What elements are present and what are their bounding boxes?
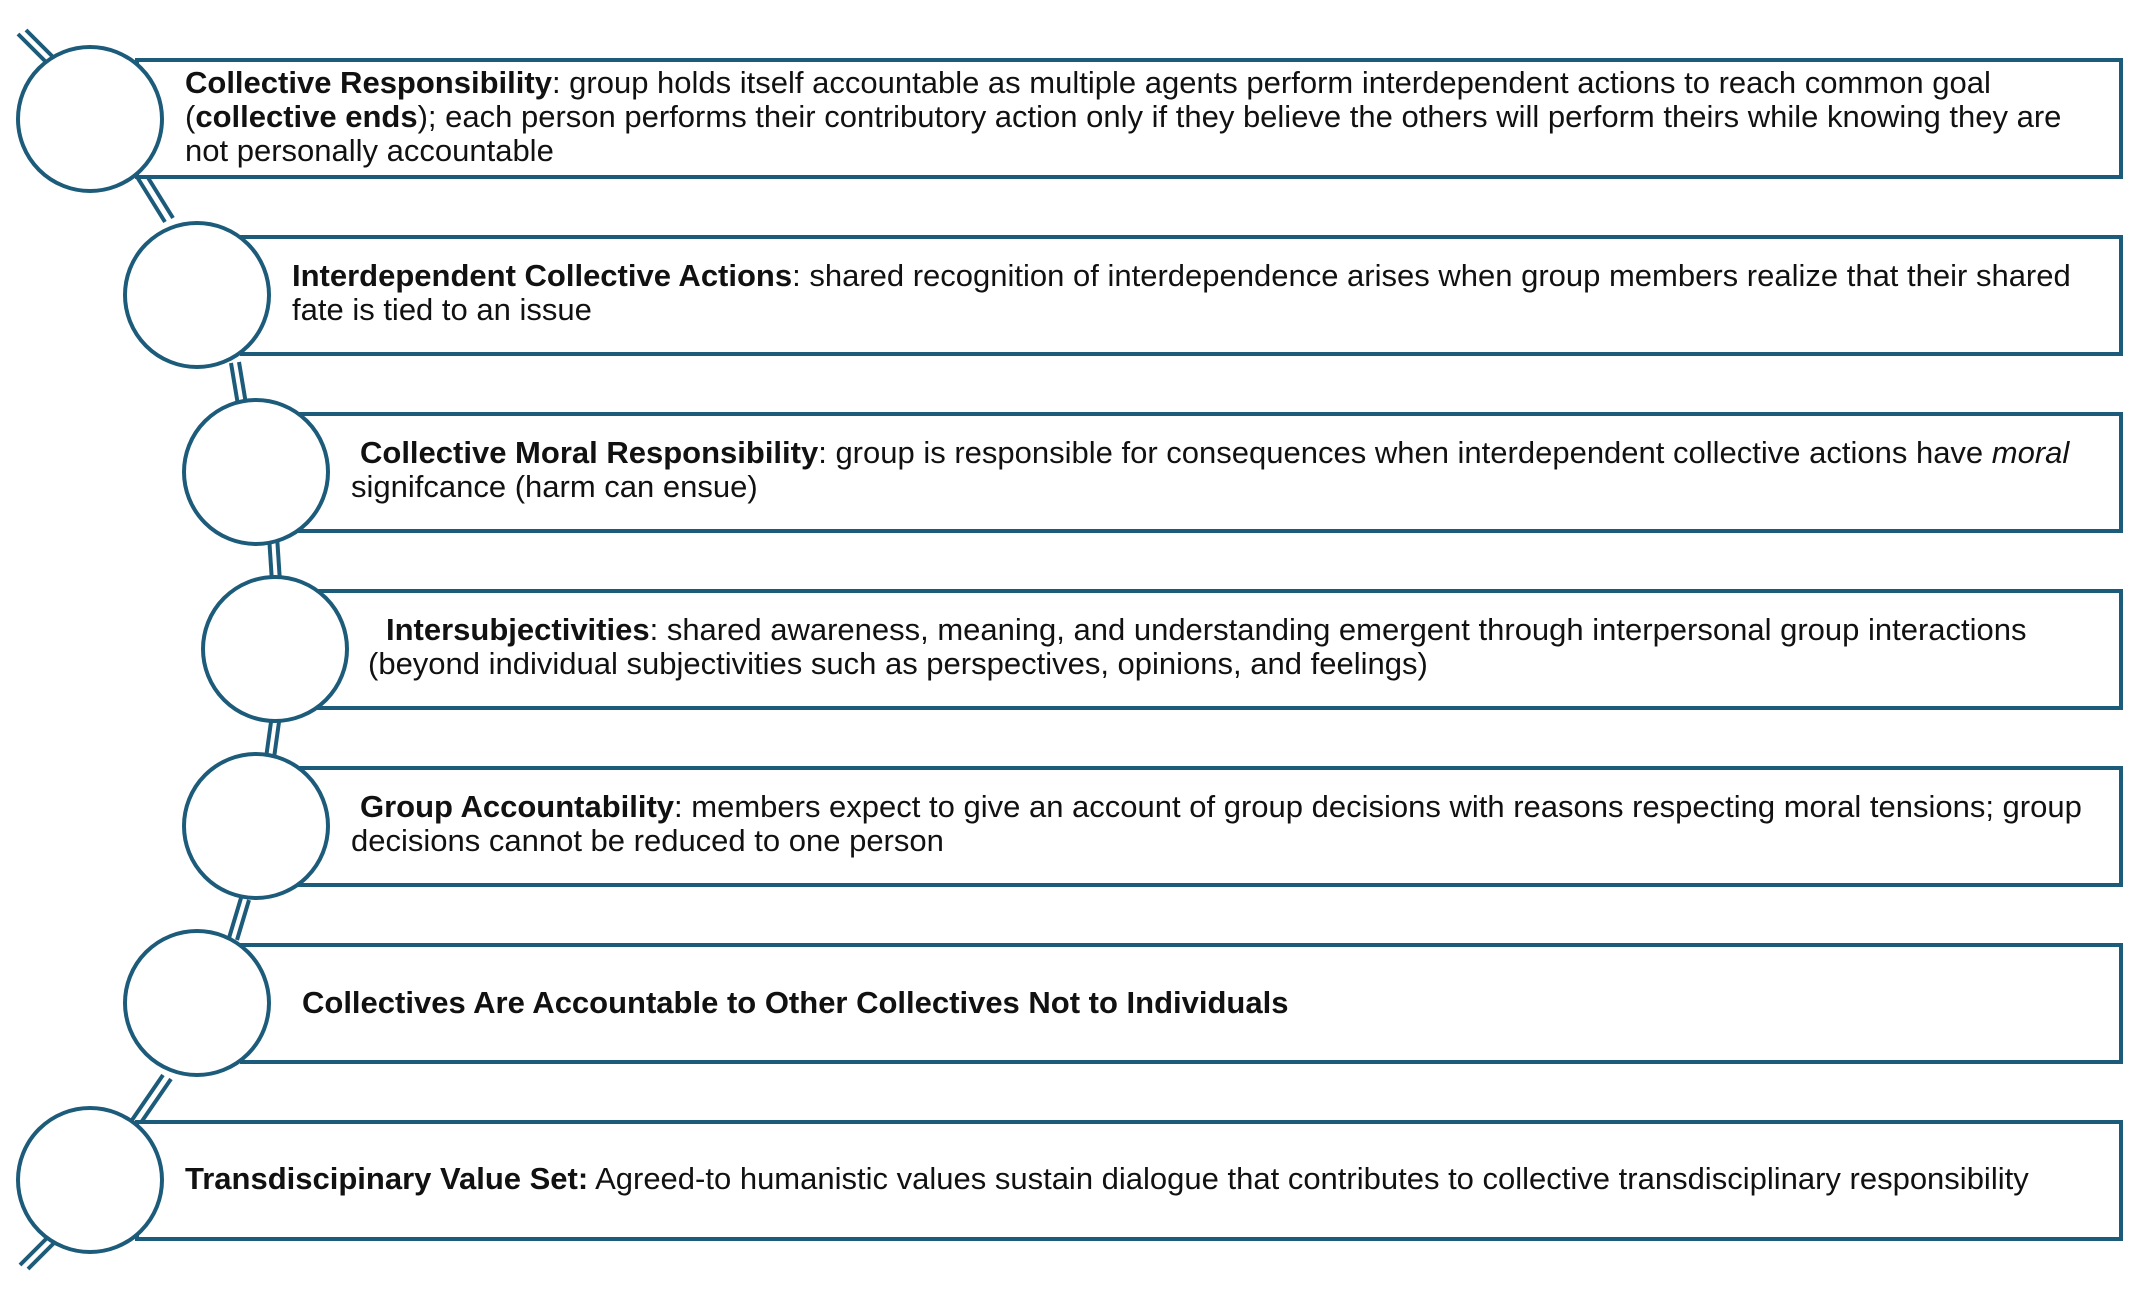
item-description: : group is responsible for consequences when interdependent collective actions have	[818, 435, 1992, 470]
item-text-group-accountability	[351, 790, 2101, 858]
item-description-cont: signifcance (harm can ensue)	[351, 469, 758, 504]
item-circle-3	[182, 398, 330, 546]
item-term: Group Accountability	[360, 789, 675, 824]
item-circle-2	[123, 221, 271, 369]
item-circle-1	[16, 45, 164, 193]
item-term: Collective Moral Responsibility	[360, 435, 819, 470]
item-text-collective-responsibility	[185, 66, 2085, 168]
item-description: : shared awareness, meaning, and understanding emergent through interpersonal group interactions (beyond individual subjectivities such as perspectives, opinions, and feelings)	[368, 612, 2027, 681]
item-emphasis: moral	[1991, 435, 2070, 470]
item-term: Collective Responsibility	[185, 65, 552, 100]
item-term-secondary: collective ends	[195, 99, 418, 134]
item-circle-7	[16, 1106, 164, 1254]
item-term: Transdiscipinary Value Set:	[185, 1161, 589, 1196]
item-circle-6	[123, 929, 271, 1077]
item-description-cont: ); each person performs their contributory action only if they believe the others will perform theirs while knowing they are not personally accountable	[185, 99, 2062, 168]
item-description: : shared recognition of interdependence arises when group members realize that their shared fate is tied to an issue	[292, 258, 2071, 327]
item-description: : members expect to give an account of group decisions with reasons respecting moral tensions; group decisions cannot be reduced to one person	[351, 789, 2082, 858]
item-description: : group holds itself accountable as multiple agents perform interdependent actions to reach common goal (	[185, 65, 1991, 134]
item-description: Agreed-to humanistic values sustain dialogue that contributes to collective transdisciplinary responsibility	[588, 1161, 2029, 1196]
item-text-intersubjectivities	[368, 613, 2118, 681]
item-text-collectives-accountable	[302, 986, 2102, 1020]
item-text-transdisciplinary-value-set	[185, 1162, 2115, 1196]
item-circle-5	[182, 752, 330, 900]
item-text-interdependent-collective-actions	[292, 259, 2092, 327]
item-term: Intersubjectivities	[386, 612, 650, 647]
item-term: Interdependent Collective Actions	[292, 258, 793, 293]
item-text-collective-moral-responsibility	[351, 436, 2101, 504]
item-circle-4	[201, 575, 349, 723]
item-term: Collectives Are Accountable to Other Collectives Not to Individuals	[302, 985, 1289, 1020]
